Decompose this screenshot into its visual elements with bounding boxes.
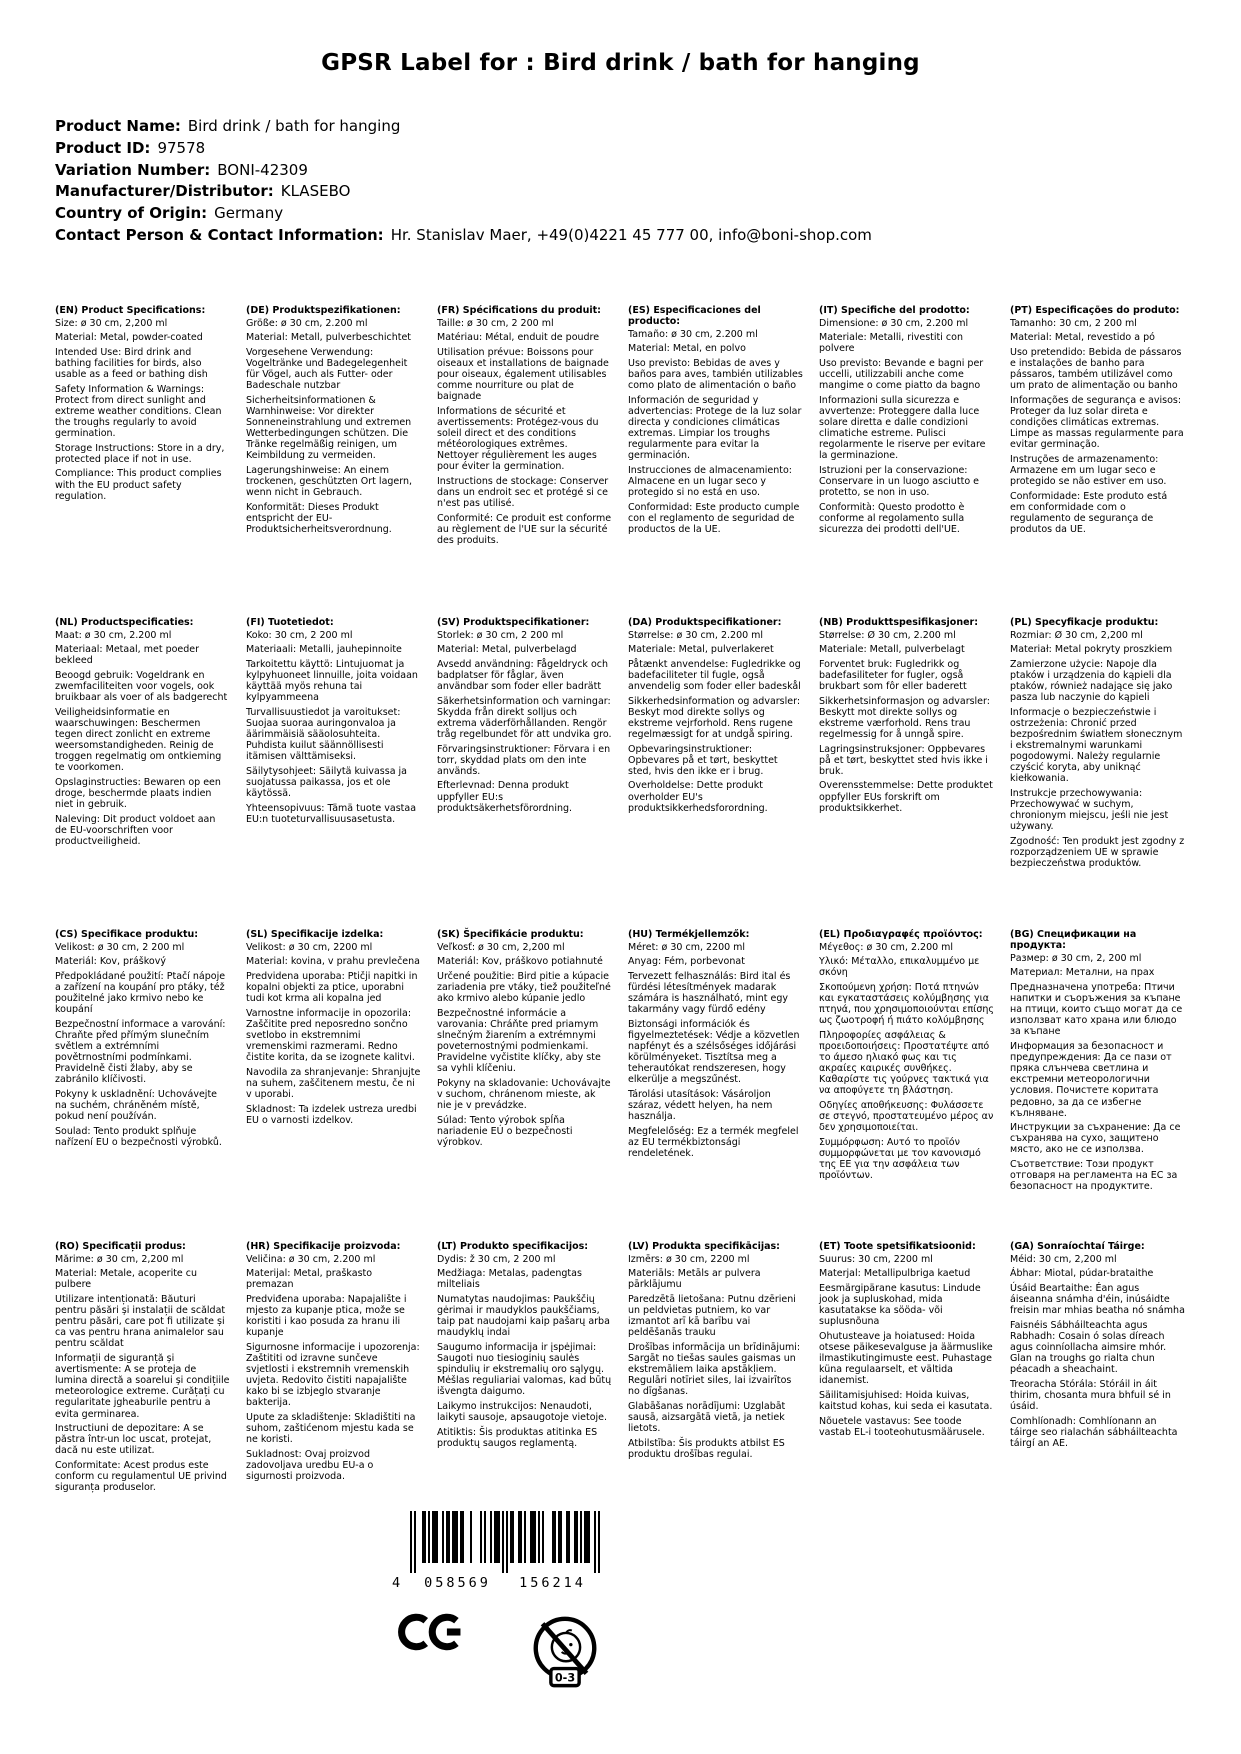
spec-paragraph: Instructions de stockage: Conserver dans un endroit sec et protégé si ce n'est pas utilisé. xyxy=(437,476,609,510)
spec-paragraph: Izmērs: ø 30 cm, 2200 ml xyxy=(628,1253,750,1265)
spec-paragraph: Paredzētā lietošana: Putnu dzērieni un peldvietas putniem, ko var izmantot arī kā barību vai peldēšanās trauku xyxy=(628,1293,796,1339)
spec-paragraph: Utilizare intenționată: Băuturi pentru păsări și instalații de scăldat pentru păsări, care pot fi utilizate și ca vas pentru hrana animalelor sau pentru scăldat xyxy=(55,1293,226,1350)
spec-paragraph: Størrelse: Ø 30 cm, 2.200 ml xyxy=(819,629,956,641)
spec-paragraph: Storage Instructions: Store in a dry, protected place if not in use. xyxy=(55,442,225,465)
language-block-nl xyxy=(55,617,234,929)
language-spec-grid xyxy=(55,305,1189,1497)
spec-paragraph: Avsedd användning: Fågeldryck och badplatser för fåglar, även användbar som foder eller badrätt xyxy=(437,658,608,693)
spec-paragraph: Velikost: ø 30 cm, 2 200 ml xyxy=(55,941,185,953)
spec-paragraph: Treoracha Stórála: Stóráil in áit thirim, chosanta mura bhfuil sé in úsáid. xyxy=(1010,1378,1171,1412)
spec-paragraph: Storlek: ø 30 cm, 2 200 ml xyxy=(437,629,564,641)
barcode-digit-leading: 4 xyxy=(392,1574,401,1591)
spec-paragraph: Materiale: Metall, pulverbelagt xyxy=(819,644,965,656)
spec-paragraph: Materiál: Kov, práškový xyxy=(55,956,166,968)
spec-paragraph: Sukladnost: Ovaj proizvod zadovoljava uredbu EU-a o sigurnosti proizvoda. xyxy=(246,1448,374,1483)
spec-paragraph: Säilytysohjeet: Säilytä kuivassa ja suojatussa paikassa, jos et ole käytössä. xyxy=(246,765,407,800)
ce-mark-icon xyxy=(398,1611,464,1653)
spec-paragraph: Tamanho: 30 cm, 2 200 ml xyxy=(1010,317,1137,329)
spec-paragraph: Efterlevnad: Denna produkt uppfyller EU:s produktsäkerhetsförordning. xyxy=(437,780,573,814)
spec-paragraph: Förvaringsinstruktioner: Förvara i en torr, skyddad plats om den inte används. xyxy=(437,743,611,777)
spec-paragraph: Material: Metal, en polvo xyxy=(628,343,746,355)
product-info-row xyxy=(55,203,1241,225)
spec-paragraph: Size: ø 30 cm, 2,200 ml xyxy=(55,317,168,329)
language-block-heading: (DE) Produktspezifikationen: xyxy=(246,304,401,316)
product-info-label: Product ID: xyxy=(55,138,151,157)
spec-paragraph: Informazioni sulla sicurezza e avvertenze: Proteggere dalla luce solare diretta e dalle condizioni climatiche estreme. Pulisci regolarmente le riserve per evitare la germinazione. xyxy=(819,394,986,462)
spec-paragraph: Atitiktis: Šis produktas atitinka ES produktų saugos reglamentą. xyxy=(437,1426,598,1449)
barcode-bars xyxy=(410,1511,600,1573)
product-info-row xyxy=(55,225,1241,247)
spec-paragraph: Vorgesehene Verwendung: Vogeltränke und Badegelegenheit für Vögel, auch als Futter- oder Badeschale nutzbar xyxy=(246,346,408,392)
spec-paragraph: Suurus: 30 cm, 2200 ml xyxy=(819,1253,933,1265)
spec-paragraph: Materijal: Metal, praškasto premazan xyxy=(246,1268,373,1291)
age-warning-label: 0-3 xyxy=(554,1671,576,1685)
spec-paragraph: Saugumo informacija ir įspėjimai: Saugoti nuo tiesioginių saulės spindulių ir ekstremalių oro sąlygų. Mėšlas reguliariai valomas, kad būtų išvengta daigumo. xyxy=(437,1341,612,1398)
spec-paragraph: Safety Information & Warnings: Protect from direct sunlight and extreme weather conditions. Clean the troughs regularly to avoid germination. xyxy=(55,383,222,440)
product-info-label: Manufacturer/Distributor: xyxy=(55,182,274,201)
language-block-heading: (ES) Especificaciones del producto: xyxy=(628,304,761,327)
spec-paragraph: Soulad: Tento produkt splňuje nařízení EU o bezpečnosti výrobků. xyxy=(55,1125,222,1148)
spec-paragraph: Uso previsto: Bebidas de aves y baños para aves, también utilizables como plato de alimentación o baño xyxy=(628,357,803,392)
spec-paragraph: Forventet bruk: Fugledrikk og badefasiliteter for fugler, også brukbart som fôr eller baderett xyxy=(819,658,967,693)
language-block-ro xyxy=(55,1241,234,1497)
spec-paragraph: Предназначена употреба: Птичи напитки и съоръжения за къпане на птици, които също могат да се използват като храна или блюдо за къпане xyxy=(1010,981,1183,1038)
spec-paragraph: Materjal: Metallipulbriga kaetud xyxy=(819,1268,971,1280)
spec-paragraph: Navodila za shranjevanje: Shranjujte na suhem, zaščitenem mestu, če ni v uporabi. xyxy=(246,1066,421,1100)
language-block-pl xyxy=(1010,617,1189,929)
language-block-sk xyxy=(437,929,616,1241)
language-block-heading: (PT) Especificações do produto: xyxy=(1010,304,1180,316)
product-info-label: Product Name: xyxy=(55,117,181,135)
spec-paragraph: Zamierzone użycie: Napoje dla ptaków i urządzenia do kąpieli dla ptaków, również nadające się jako pasza lub naczynie do kąpieli xyxy=(1010,658,1173,704)
language-block-heading: (LT) Produkto specifikacijos: xyxy=(437,1240,589,1252)
product-info-section xyxy=(55,116,1241,247)
spec-paragraph: Laikymo instrukcijos: Nenaudoti, laikyti sausoje, apsaugotoje vietoje. xyxy=(437,1400,608,1424)
language-block-lv xyxy=(628,1241,807,1497)
spec-paragraph: Πληροφορίες ασφάλειας & προειδοποιήσεις: Προστατέψτε από το άμεσο ηλιακό φως και τις ακραίες καιρικές συνθήκες. Καθαρίστε τις γούρνες τακτικά για να αποφύγετε τη βλάστηση. xyxy=(819,1029,990,1097)
spec-paragraph: Størrelse: ø 30 cm, 2.200 ml xyxy=(628,629,764,641)
language-block-de xyxy=(246,305,425,617)
spec-paragraph: Veličina: ø 30 cm, 2.200 ml xyxy=(246,1253,376,1265)
spec-paragraph: Información de seguridad y advertencias: Protege de la luz solar directa y condiciones climáticas extremas. Limpiar los troughs regularmente para evitar la germinación. xyxy=(628,394,802,462)
language-block-heading: (NB) Produkttspesifikasjoner: xyxy=(819,616,979,628)
spec-paragraph: Taille: ø 30 cm, 2 200 ml xyxy=(437,317,554,329)
language-block-fi xyxy=(246,617,425,929)
spec-paragraph: Материал: Метални, на прах xyxy=(1010,967,1155,979)
spec-paragraph: Påtænkt anvendelse: Fugledrikke og badefaciliteter til fugle, også anvendelig som foder eller badeskål xyxy=(628,658,801,693)
spec-paragraph: Размер: ø 30 cm, 2, 200 ml xyxy=(1010,952,1142,964)
spec-paragraph: Medžiaga: Metalas, padengtas milteliais xyxy=(437,1268,582,1291)
spec-paragraph: Pokyny na skladovanie: Uchovávajte v suchom, chránenom mieste, ak nie je v prevádzke. xyxy=(437,1077,611,1112)
language-block-heading: (NL) Productspecificaties: xyxy=(55,616,194,628)
spec-paragraph: Compliance: This product complies with the EU product safety regulation. xyxy=(55,468,222,502)
spec-paragraph: Beoogd gebruik: Vogeldrank en zwemfaciliteiten voor vogels, ook bruikbaar als voer of als badgerecht xyxy=(55,669,228,704)
spec-paragraph: Ábhar: Miotal, púdar-brataithe xyxy=(1010,1268,1154,1280)
language-block-heading: (SK) Špecifikácie produktu: xyxy=(437,928,584,940)
product-info-row xyxy=(55,138,1241,160)
spec-paragraph: Utilisation prévue: Boissons pour oiseaux et installations de baignade pour oiseaux, également utilisables comme nourriture ou plat de baignade xyxy=(437,346,609,403)
spec-paragraph: Glabāšanas norādījumi: Uzglabāt sausā, aizsargātā vietā, ja netiek lietots. xyxy=(628,1400,786,1435)
spec-paragraph: Tervezett felhasználás: Bird ital és fürdési létesítmények madarak számára is használható, mint egy takarmány vagy fürdő edény xyxy=(628,970,791,1016)
label-footer xyxy=(392,1511,692,1691)
spec-paragraph: Rozmiar: Ø 30 cm, 2,200 ml xyxy=(1010,629,1143,641)
spec-paragraph: Dydis: ž 30 cm, 2 200 ml xyxy=(437,1253,556,1265)
spec-paragraph: Materiale: Metal, pulverlakeret xyxy=(628,644,774,656)
spec-paragraph: Určené použitie: Bird pitie a kúpacie zariadenia pre vtáky, tiež použiteľné ako krmivo alebo kúpanie jedlo xyxy=(437,970,611,1005)
spec-paragraph: Méret: ø 30 cm, 2200 ml xyxy=(628,941,746,953)
language-block-heading: (PL) Specyfikacje produktu: xyxy=(1010,616,1159,628)
spec-paragraph: Predviđena uporaba: Napajalište i mjesto za kupanje ptica, može se koristiti i kao posuda za hranu ili kupanje xyxy=(246,1293,407,1339)
spec-paragraph: Conformidad: Este producto cumple con el reglamento de seguridad de productos de la UE. xyxy=(628,501,800,535)
spec-paragraph: Sikkerhedsinformation og advarsler: Beskyt mod direkte sollys og ekstreme vejrforhold. Rens rugene regelmæssigt for at undgå spiring. xyxy=(628,695,801,740)
product-info-value: KLASEBO xyxy=(280,182,351,201)
language-block-heading: (CS) Specifikace produktu: xyxy=(55,928,199,940)
spec-paragraph: Material: kovina, v prahu prevlečena xyxy=(246,956,420,968)
spec-paragraph: Informations de sécurité et avertissements: Protégez-vous du soleil direct et des conditions météorologiques extrêmes. Nettoyer régulièrement les auges pour éviter la germination. xyxy=(437,405,599,473)
language-block-da xyxy=(628,617,807,929)
language-block-hu xyxy=(628,929,807,1241)
barcode-digits xyxy=(392,1574,600,1591)
spec-paragraph: Material: Metale, acoperite cu pulbere xyxy=(55,1268,198,1291)
spec-paragraph: Upute za skladištenje: Skladištiti na suhom, zaštićenom mjestu kada se ne koristi. xyxy=(246,1412,416,1446)
language-block-heading: (SL) Specifikacije izdelka: xyxy=(246,928,384,940)
spec-paragraph: Drošības informācija un brīdinājumi: Sargāt no tiešas saules gaismas un ekstremāliem laika apstākļiem. Regulāri notīriet siles, lai izvairītos no dīgšanas. xyxy=(628,1341,801,1398)
spec-paragraph: Materiāls: Metāls ar pulvera pārklājumu xyxy=(628,1268,761,1291)
product-info-row xyxy=(55,116,1241,138)
ean-barcode xyxy=(392,1511,600,1591)
spec-paragraph: Yhteensopivuus: Tämä tuote vastaa EU:n tuoteturvallisuusasetusta. xyxy=(246,802,417,825)
spec-paragraph: Materiaal: Metaal, met poeder bekleed xyxy=(55,644,200,667)
language-block-fr xyxy=(437,305,616,617)
spec-paragraph: Säilitamisjuhised: Hoida kuivas, kaitstud kohas, kui seda ei kasutata. xyxy=(819,1389,993,1412)
product-info-label: Variation Number: xyxy=(55,160,211,179)
spec-paragraph: Materiale: Metalli, rivestiti con polvere xyxy=(819,332,963,355)
spec-paragraph: Größe: ø 30 cm, 2.200 ml xyxy=(246,317,368,329)
spec-paragraph: Faisnéis Sábháilteachta agus Rabhadh: Cosain ó solas díreach agus coinníollacha aimsire mhór. Glan na troughs go rialta chun péacadh a sheachaint. xyxy=(1010,1319,1167,1376)
spec-paragraph: Pokyny k uskladnění: Uchovávejte na suchém, chráněném místě, pokud není používán. xyxy=(55,1088,218,1123)
spec-paragraph: Numatytas naudojimas: Paukščių gėrimai ir maudyklos paukščiams, taip pat naudojami kaip pašarų arba maudyklų indai xyxy=(437,1293,610,1339)
spec-paragraph: Sicherheitsinformationen & Warnhinweise: Vor direkter Sonneneinstrahlung und extremen Wetterbedingungen schützen. Die Tränke regelmäßig reinigen, um Keimbildung zu vermeiden. xyxy=(246,394,412,462)
spec-paragraph: Veľkosť: ø 30 cm, 2,200 ml xyxy=(437,941,565,953)
spec-paragraph: Material: Metall, pulverbeschichtet xyxy=(246,332,412,344)
spec-paragraph: Säkerhetsinformation och varningar: Skydda från direkt solljus och extrema väderförhållanden. Rengör tråg regelbundet för att undvika gro. xyxy=(437,695,612,740)
spec-paragraph: Megfelelőség: Ez a termék megfelel az EU termékbiztonsági rendeletének. xyxy=(628,1125,799,1159)
spec-paragraph: Lagerungshinweise: An einem trockenen, geschützten Ort lagern, wenn nicht in Gebrauch. xyxy=(246,464,413,499)
language-block-sv xyxy=(437,617,616,929)
spec-paragraph: Информация за безопасност и предупреждения: Да се пази от пряка слънчева светлина и екстремни метеорологични условия. Почистете коритата редовно, за да се избегне кълняване. xyxy=(1010,1040,1172,1119)
product-info-row xyxy=(55,160,1241,182)
spec-paragraph: Mărime: ø 30 cm, 2,200 ml xyxy=(55,1253,184,1265)
spec-paragraph: Overholdelse: Dette produkt overholder EU's produktsikkerhedsforordning. xyxy=(628,780,768,814)
spec-paragraph: Koko: 30 cm, 2 200 ml xyxy=(246,629,353,641)
language-block-ga xyxy=(1010,1241,1189,1497)
spec-paragraph: Μέγεθος: ø 30 cm, 2.200 ml xyxy=(819,941,954,953)
spec-paragraph: Οδηγίες αποθήκευσης: Φυλάσσετε σε στεγνό, προστατευμένο μέρος αν δεν χρησιμοποιείται. xyxy=(819,1100,994,1134)
spec-paragraph: Zgodność: Ten produkt jest zgodny z rozporządzeniem UE w sprawie bezpieczeństwa produktów. xyxy=(1010,835,1185,870)
spec-paragraph: Méid: 30 cm, 2,200 ml xyxy=(1010,1253,1117,1265)
product-info-value: Germany xyxy=(214,204,284,222)
spec-paragraph: Υλικό: Μέταλλο, επικαλυμμένο με σκόνη xyxy=(819,956,980,979)
language-block-heading: (HR) Specifikacije proizvoda: xyxy=(246,1240,401,1252)
language-block-bg xyxy=(1010,929,1189,1241)
barcode-bar xyxy=(598,1511,600,1573)
spec-paragraph: Předpokládané použití: Ptačí nápoje a zařízení na koupání pro ptáky, též použitelné jako krmivo nebo ke koupání xyxy=(55,970,226,1016)
spec-paragraph: Eesmärgipärane kasutus: Lindude jook ja supluskohad, mida kasutatakse ka sööda- või suplusnõuna xyxy=(819,1282,981,1328)
spec-paragraph: Conformità: Questo prodotto è conforme al regolamento sulla sicurezza dei prodotti dell'UE. xyxy=(819,501,965,535)
language-block-el xyxy=(819,929,998,1241)
spec-paragraph: Predvidena uporaba: Ptičji napitki in kopalni objekti za ptice, uporabni tudi kot krma ali kopalna jed xyxy=(246,970,418,1005)
language-block-heading: (GA) Sonraíochtaí Táirge: xyxy=(1010,1240,1145,1252)
product-info-label: Country of Origin: xyxy=(55,204,208,222)
spec-paragraph: Conformitate: Acest produs este conform cu regulamentul UE privind siguranța produselor. xyxy=(55,1459,227,1494)
spec-paragraph: Nõuetele vastavus: See toode vastab EL-i tooteohutusmäärusele. xyxy=(819,1415,985,1438)
spec-paragraph: Konformität: Dieses Produkt entspricht der EU-Produktsicherheitsverordnung. xyxy=(246,501,392,535)
language-block-cs xyxy=(55,929,234,1241)
language-block-heading: (IT) Specifiche del prodotto: xyxy=(819,304,970,316)
barcode-digits-left: 058569 xyxy=(424,1574,491,1591)
product-info-row xyxy=(55,181,1241,203)
language-block-heading: (HU) Termékjellemzők: xyxy=(628,928,750,940)
spec-paragraph: Sikkerhetsinformasjon og advarsler: Beskytt mot direkte sollys og ekstreme værforhold. Rens trau regelmessig for å unngå spire. xyxy=(819,695,990,740)
spec-paragraph: Súlad: Tento výrobok spĺňa nariadenie EÚ o bezpečnosti výrobkov. xyxy=(437,1114,573,1148)
language-block-nb xyxy=(819,617,998,929)
product-info-value: Hr. Stanislav Maer, +49(0)4221 45 777 00, info@boni-shop.com xyxy=(390,225,872,244)
spec-paragraph: Varnostne informacije in opozorila: Zaščitite pred neposredno sončno svetlobo in ekstremnimi vremenskimi razmerami. Redno čistite korita, da se izognete kalitvi. xyxy=(246,1007,415,1064)
product-info-value: 97578 xyxy=(157,138,206,157)
spec-paragraph: Velikost: ø 30 cm, 2200 ml xyxy=(246,941,373,953)
spec-paragraph: Uso previsto: Bevande e bagni per uccelli, utilizzabili anche come mangime o come piatto da bagno xyxy=(819,357,984,392)
spec-paragraph: Overensstemmelse: Dette produktet oppfyller EUs forskrift om produktsikkerhet. xyxy=(819,780,993,814)
spec-paragraph: Bezpečnostní informace a varování: Chraňte před přímým slunečním světlem a extrémními povětrnostními podmínkami. Pravidelně čisti žlaby, aby se zabránilo klíčivosti. xyxy=(55,1018,226,1086)
language-block-heading: (LV) Produkta specifikācijas: xyxy=(628,1240,780,1252)
spec-paragraph: Materiaali: Metalli, jauhepinnoite xyxy=(246,644,402,656)
spec-paragraph: Informații de siguranță și avertismente: A se proteja de lumina directă a soarelui și condițiile meteorologice extreme. Curățați cu regularitate jgheaburile pentru a evita germinarea. xyxy=(55,1352,230,1420)
language-block-sl xyxy=(246,929,425,1241)
spec-paragraph: Ohutusteave ja hoiatused: Hoida otsese päikesevalguse ja äärmuslike ilmastikutingimuste eest. Puhastage küna regulaarselt, et vältida idanemist. xyxy=(819,1330,993,1387)
page-title: GPSR Label for : Bird drink / bath for hanging xyxy=(321,50,920,76)
spec-paragraph: Instrukcje przechowywania: Przechowywać w suchym, chronionym miejscu, jeśli nie jest używany. xyxy=(1010,788,1169,833)
language-block-heading: (DA) Produktspecifikationer: xyxy=(628,616,782,628)
barcode-digits-right: 156214 xyxy=(519,1574,586,1591)
language-block-heading: (BG) Спецификации на продукта: xyxy=(1010,928,1137,951)
spec-paragraph: Material: Metal, powder-coated xyxy=(55,332,203,344)
language-block-pt xyxy=(1010,305,1189,617)
language-block-heading: (EN) Product Specifications: xyxy=(55,304,206,316)
spec-paragraph: Naleving: Dit product voldoet aan de EU-voorschriften voor productveiligheid. xyxy=(55,813,216,847)
spec-paragraph: Informacje o bezpieczeństwie i ostrzeżenia: Chronić przed bezpośrednim światłem słonecznym i ekstremalnymi warunkami pogodowymi. Należy regularnie czyścić koryta, aby uniknąć kiełkowania. xyxy=(1010,706,1183,785)
spec-paragraph: Úsáid Beartaithe: Éan agus áiseanna snámha d'éin, inúsáidte freisin mar mhias beatha nó snámha xyxy=(1010,1282,1185,1317)
spec-paragraph: Sigurnosne informacije i upozorenja: Zaštititi od izravne sunčeve svjetlosti i ekstremnih vremenskih uvjeta. Redovito čistiti napajalište kako bi se izbjeglo stvaranje bakterija. xyxy=(246,1341,420,1409)
spec-paragraph: Conformidade: Este produto está em conformidade com o regulamento de segurança de produtos da UE. xyxy=(1010,490,1168,535)
language-block-es xyxy=(628,305,807,617)
spec-paragraph: Instrucciones de almacenamiento: Almacene en un lugar seco y protegido si no está en uso. xyxy=(628,464,792,499)
language-block-heading: (EL) Προδιαγραφές προϊόντος: xyxy=(819,928,983,940)
spec-paragraph: Informações de segurança e avisos: Proteger da luz solar direta e condições climáticas extremas. Limpe as massas regularmente para evitar germinação. xyxy=(1010,394,1184,451)
spec-paragraph: Maat: ø 30 cm, 2.200 ml xyxy=(55,629,172,641)
spec-paragraph: Matériau: Métal, enduit de poudre xyxy=(437,332,600,344)
product-info-label: Contact Person & Contact Information: xyxy=(55,225,384,244)
language-block-en xyxy=(55,305,234,617)
spec-paragraph: Veiligheidsinformatie en waarschuwingen: Beschermen tegen direct zonlicht en extreme weersomstandigheden. Reinig de troggen regelmatig om ontkieming te voorkomen. xyxy=(55,706,222,774)
spec-paragraph: Istruzioni per la conservazione: Conservare in un luogo asciutto e protetto, se non in uso. xyxy=(819,464,980,499)
compliance-marks xyxy=(398,1611,692,1691)
language-block-it xyxy=(819,305,998,617)
spec-paragraph: Instructiuni de depozitare: A se păstra într-un loc uscat, protejat, dacă nu este utilizat. xyxy=(55,1423,212,1457)
spec-paragraph: Comhlíonadh: Comhlíonann an táirge seo rialachán sábháilteachta táirgí an AE. xyxy=(1010,1415,1178,1449)
spec-paragraph: Инструкции за съхранение: Да се съхранява на сухо, защитено място, ако не се използва. xyxy=(1010,1122,1181,1156)
spec-paragraph: Conformité: Ce produit est conforme au règlement de l'UE sur la sécurité des produits. xyxy=(437,512,612,547)
spec-paragraph: Uso pretendido: Bebida de pássaros e instalações de banho para pássaros, também utilizável como um prato de alimentação ou banho xyxy=(1010,346,1182,392)
spec-paragraph: Bezpečnostné informácie a varovania: Chráňte pred priamym slnečným žiarením a extrémnymi poveternostnými podmienkami. Pravidelne vyčistite klíčky, aby ste sa vyhli klíčeniu. xyxy=(437,1007,601,1075)
spec-paragraph: Tarkoitettu käyttö: Lintujuomat ja kylpyhuoneet linnuille, joita voidaan käyttää myös rehuna tai kylpyammeena xyxy=(246,658,418,704)
spec-paragraph: Σκοπούμενη χρήση: Ποτά πτηνών και εγκαταστάσεις κολύμβησης για πτηνά, που χρησιμοποιούνται επίσης ως ζωοτροφή ή πιάτο κολύμβησης xyxy=(819,981,995,1027)
spec-paragraph: Skladnost: Ta izdelek ustreza uredbi EU o varnosti izdelkov. xyxy=(246,1103,417,1126)
language-block-lt xyxy=(437,1241,616,1497)
language-block-et xyxy=(819,1241,998,1497)
language-block-heading: (SV) Produktspecifikationer: xyxy=(437,616,590,628)
spec-paragraph: Opslaginstructies: Bewaren op een droge, beschermde plaats indien niet in gebruik. xyxy=(55,776,221,811)
spec-paragraph: Dimensione: ø 30 cm, 2.200 ml xyxy=(819,317,969,329)
language-block-heading: (FR) Spécifications du produit: xyxy=(437,304,601,316)
language-block-heading: (ET) Toote spetsifikatsioonid: xyxy=(819,1240,976,1252)
spec-paragraph: Opbevaringsinstruktioner: Opbevares på et tørt, beskyttet sted, hvis den ikke er i brug. xyxy=(628,743,778,777)
spec-paragraph: Συμμόρφωση: Αυτό το προϊόν συμμορφώνεται με τον κανονισμό της ΕΕ για την ασφάλεια των προϊόντων. xyxy=(819,1136,981,1182)
language-block-heading: (RO) Specificații produs: xyxy=(55,1240,186,1252)
spec-paragraph: Turvallisuustiedot ja varoitukset: Suojaa suoraa auringonvaloa ja äärimmäisiä sääolosuhteita. Puhdista kuilut säännöllisesti itämisen välttämiseksi. xyxy=(246,706,401,763)
spec-paragraph: Intended Use: Bird drink and bathing facilities for birds, also usable as a feed or bathing dish xyxy=(55,346,208,381)
spec-paragraph: Material: Metal, pulverbelagd xyxy=(437,644,577,656)
spec-paragraph: Tárolási utasítások: Vásároljon száraz, védett helyen, ha nem használja. xyxy=(628,1088,773,1123)
product-info-value: Bird drink / bath for hanging xyxy=(187,117,401,135)
age-warning-0-3-icon xyxy=(526,1611,604,1691)
spec-paragraph: Atbilstība: Šis produkts atbilst ES produktu drošības regulai. xyxy=(628,1437,785,1460)
spec-paragraph: Materiál: Kov, práškovo potiahnuté xyxy=(437,956,603,968)
language-block-hr xyxy=(246,1241,425,1497)
language-block-heading: (FI) Tuotetiedot: xyxy=(246,616,334,628)
spec-paragraph: Materiał: Metal pokryty proszkiem xyxy=(1010,644,1173,656)
product-info-value: BONI-42309 xyxy=(217,160,308,179)
spec-paragraph: Biztonsági információk és figyelmeztetések: Védje a közvetlen napfényt és a szélsőséges időjárási körülményeket. Tisztítsa meg a teherautókat rendszeresen, hogy elkerülje a megszűnést. xyxy=(628,1018,800,1086)
spec-paragraph: Instruções de armazenamento: Armazene em um lugar seco e protegido se não estiver em uso. xyxy=(1010,453,1167,488)
spec-paragraph: Съответствие: Този продукт отговаря на регламента на ЕС за безопасност на продуктите. xyxy=(1010,1159,1178,1193)
spec-paragraph: Tamaño: ø 30 cm, 2.200 ml xyxy=(628,328,758,340)
spec-paragraph: Lagringsinstruksjoner: Oppbevares på et tørt, beskyttet sted hvis ikke i bruk. xyxy=(819,743,988,777)
spec-paragraph: Material: Metal, revestido a pó xyxy=(1010,332,1155,344)
spec-paragraph: Anyag: Fém, porbevonat xyxy=(628,956,745,968)
